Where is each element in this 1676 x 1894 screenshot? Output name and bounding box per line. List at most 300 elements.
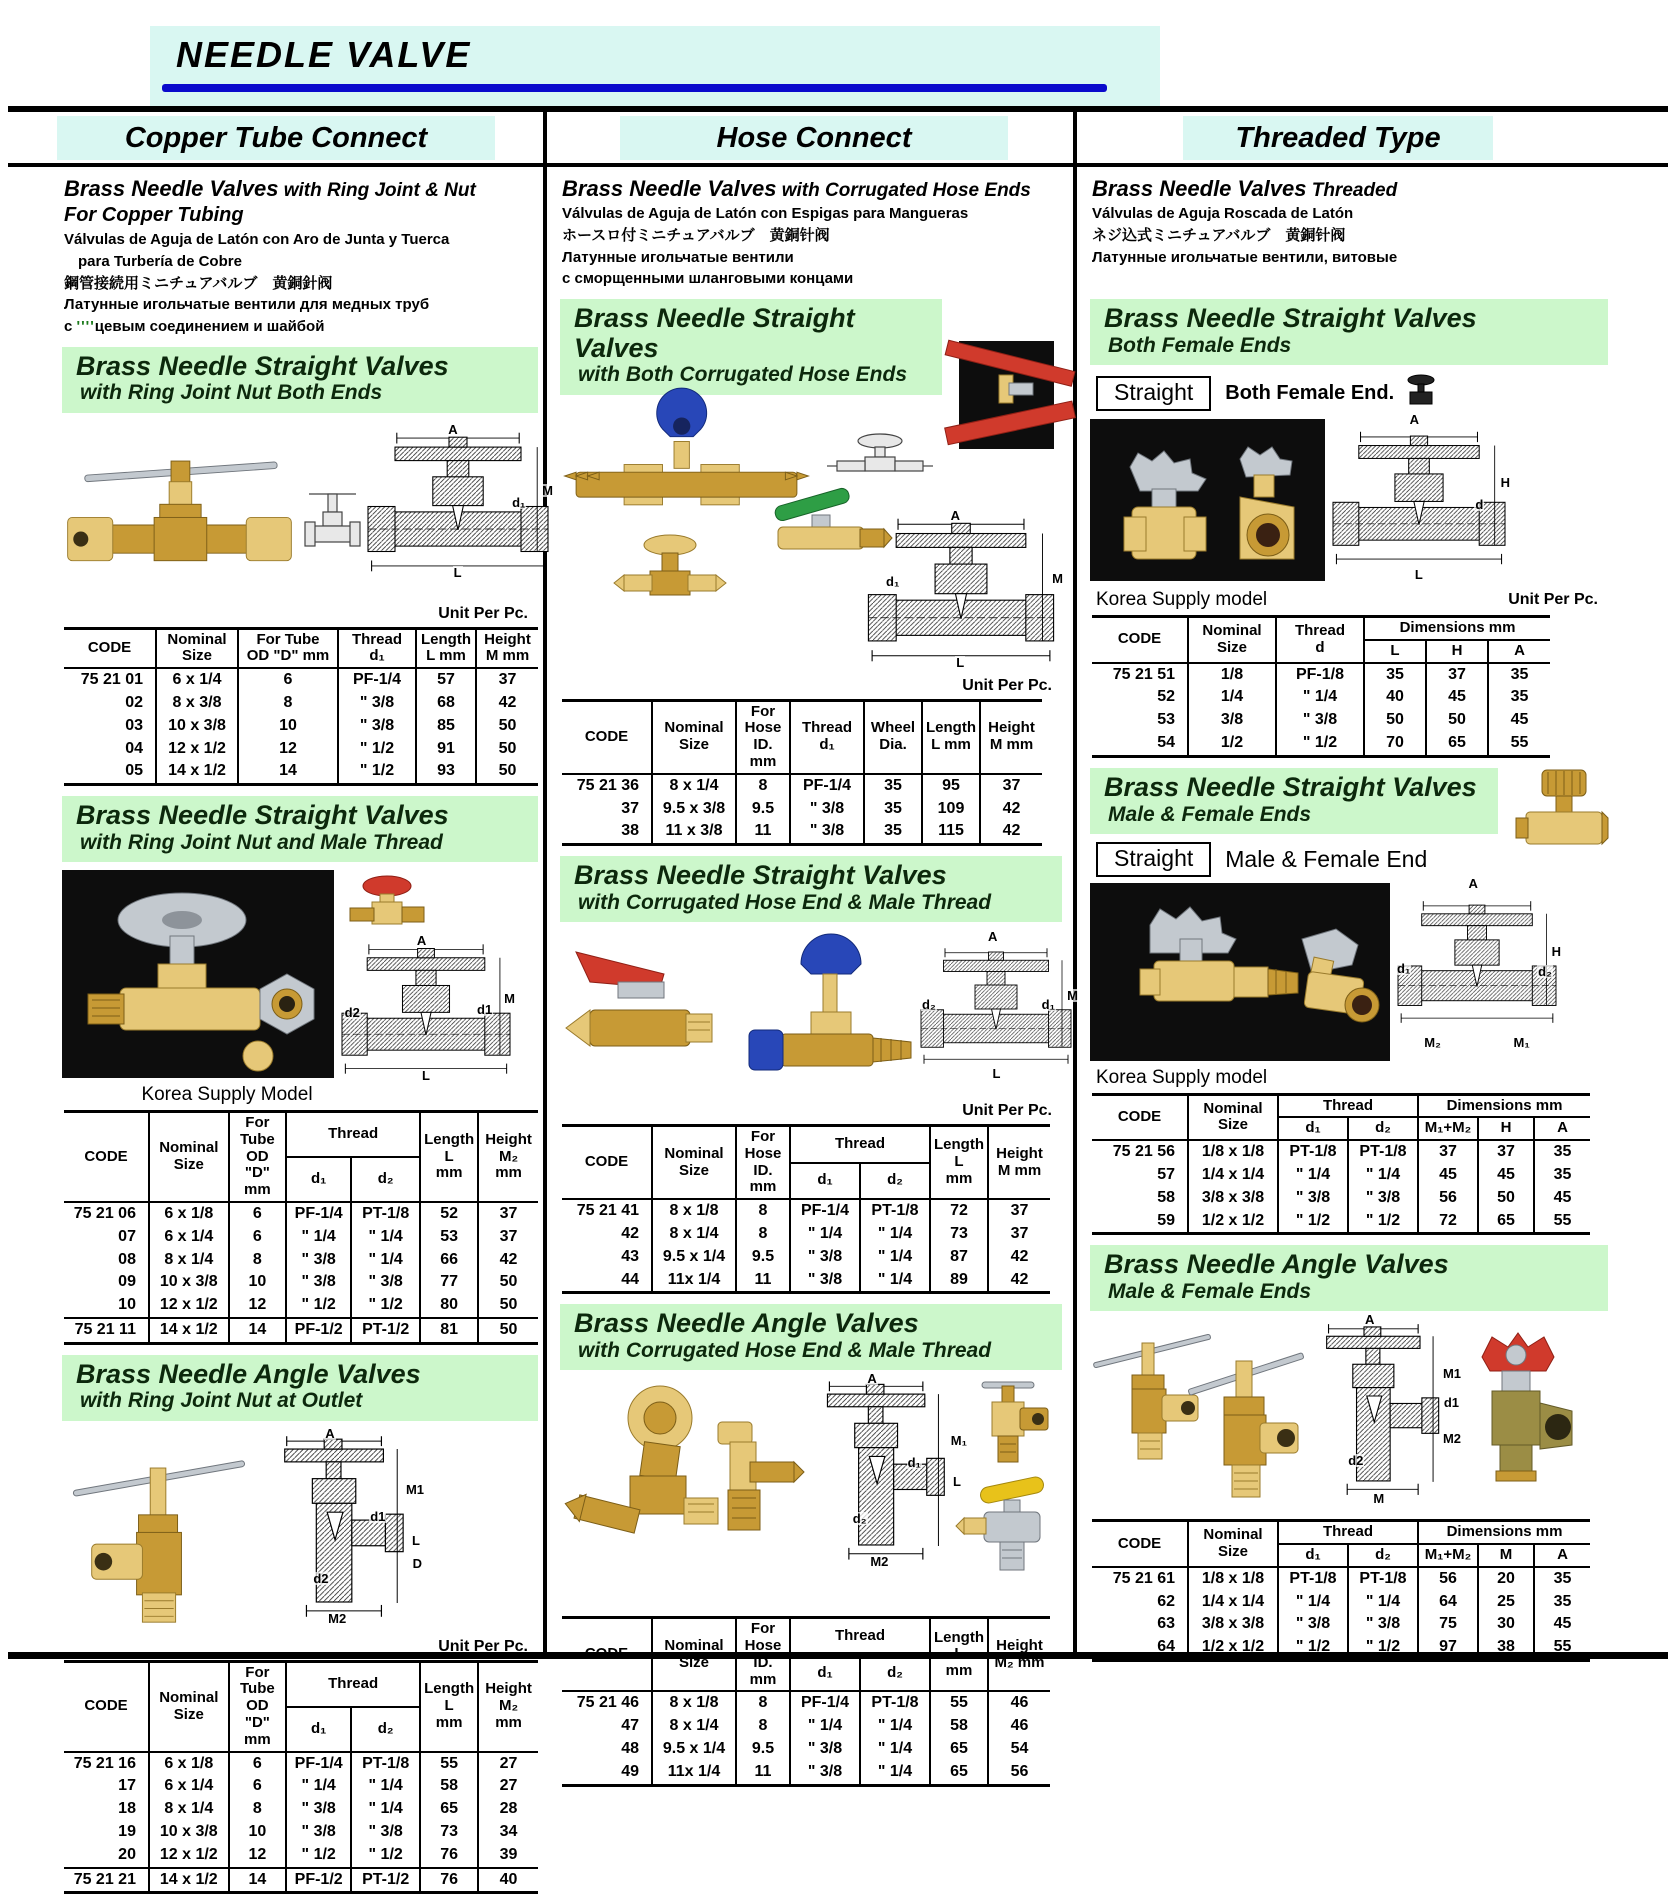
column-header: M₁+M₂ <box>1418 1117 1478 1140</box>
table-cell: 11x 1/4 <box>652 1269 736 1293</box>
table-row <box>64 1752 538 1776</box>
column-header: For Hose ID. mm <box>736 1618 790 1692</box>
table-cell: PT-1/8 <box>351 1752 420 1776</box>
table-cell: 8 x 1/4 <box>652 1223 736 1246</box>
table-cell: 1/8 x 1/8 <box>1188 1140 1278 1164</box>
table-cell: 28 <box>478 1798 538 1821</box>
table-cell: " 1/4 <box>351 1226 420 1249</box>
table-cell: PT-1/8 <box>1278 1140 1348 1164</box>
column-header: Length L mm <box>930 1125 988 1199</box>
table-cell: 75 21 56 <box>1092 1140 1188 1164</box>
table-cell: " 3/8 <box>286 1249 351 1272</box>
table-cell: 115 <box>922 820 980 844</box>
spec-table <box>1092 1093 1590 1236</box>
column-header: CODE <box>562 1125 652 1199</box>
desc-es2: para Turbería de Cobre <box>78 252 242 270</box>
valve-diagram: A H d L <box>1333 419 1505 577</box>
table-cell: 34 <box>478 1821 538 1844</box>
table-cell: 6 <box>229 1226 287 1249</box>
table-cell: PF-1/4 <box>286 1752 351 1776</box>
table-cell: 38 <box>1478 1636 1534 1660</box>
table-cell: 75 21 36 <box>562 774 652 798</box>
column-header: d₁ <box>790 1655 860 1691</box>
table-cell: 42 <box>980 820 1042 844</box>
table-cell: 10 x 3/8 <box>149 1271 229 1294</box>
table-row <box>64 1202 538 1226</box>
copper-description: Brass Needle Valves with Ring Joint & Nut For Copper Tubing Válvulas de Aguja de Latón con Aro de Junta y Tuerca para Turbería de Cobre 鋼管接続用ミニチュアバルブ 黄銅針阀 Латунные игольчатые вентили для медных труб с ''''цевым соединением и шайбой <box>64 176 538 337</box>
desc-subtitle: For Copper Tubing <box>64 204 244 226</box>
table-cell: " 1/4 <box>860 1761 930 1785</box>
table-cell: " 3/8 <box>1278 1613 1348 1636</box>
table-cell: 1/8 <box>1188 663 1276 687</box>
table-cell: 58 <box>930 1715 988 1738</box>
valve-thumbnail-icon <box>305 486 360 561</box>
table-cell: 50 <box>478 1271 538 1294</box>
table-cell: PF-1/4 <box>790 1691 860 1715</box>
table-cell: 35 <box>864 798 922 821</box>
red-wheel-angle-valve-photo <box>1456 1319 1576 1497</box>
column-header: d₂ <box>351 1707 420 1752</box>
section-title: Brass Needle Straight Valves Both Female Ends <box>1090 299 1608 365</box>
section-title: Brass Needle Angle Valves Male & Female Ends <box>1090 1245 1608 1311</box>
table-cell: " 1/4 <box>1278 1164 1348 1187</box>
table-cell: " 1/2 <box>1348 1210 1418 1234</box>
knob-valve-photo <box>1516 766 1608 870</box>
column-header: Thread <box>286 1111 420 1157</box>
table-cell: 9.5 <box>736 1738 790 1761</box>
lever-valve-photo <box>560 930 715 1080</box>
table-cell: 35 <box>1534 1591 1590 1614</box>
table-cell: " 3/8 <box>790 1246 860 1269</box>
table-cell: 58 <box>1092 1187 1188 1210</box>
column-header: CODE <box>64 628 156 668</box>
table-cell: " 3/8 <box>1278 1187 1348 1210</box>
table-cell: 64 <box>1418 1591 1478 1614</box>
table-cell: 11x 1/4 <box>652 1761 736 1785</box>
table-cell: 8 x 1/4 <box>149 1798 229 1821</box>
table-cell: 27 <box>478 1752 538 1776</box>
table-cell: 14 <box>229 1868 287 1893</box>
column-header: Thread <box>1278 1094 1418 1117</box>
column-header: Thread d₁ <box>790 700 864 774</box>
desc-jp: ホースロ付ミニチュアバルブ 黄銅针阀 <box>562 226 830 244</box>
table-cell: 58 <box>420 1775 478 1798</box>
column-header: Dimensions mm <box>1364 617 1550 640</box>
table-cell: 03 <box>64 715 156 738</box>
table-cell: 37 <box>1418 1140 1478 1164</box>
table-cell: 14 x 1/2 <box>149 1868 229 1893</box>
table-row <box>1092 663 1550 687</box>
column-header: Nominal Size <box>1188 617 1276 663</box>
column-header: Nominal Size <box>1188 1521 1278 1567</box>
table-cell: PF-1/4 <box>338 668 416 692</box>
table-cell: 43 <box>562 1246 652 1269</box>
section-angle-hose-end <box>560 1304 1062 1786</box>
table-cell: " 1/4 <box>790 1715 860 1738</box>
table-cell: 14 <box>229 1318 287 1343</box>
angle-valve-photo <box>962 1378 1054 1466</box>
table-cell: 35 <box>1534 1164 1590 1187</box>
table-cell: 37 <box>1478 1140 1534 1164</box>
photo-caption: Korea Supply Model <box>141 1083 313 1105</box>
column-header: CODE <box>1092 617 1188 663</box>
table-cell: 6 x 1/4 <box>149 1226 229 1249</box>
valve-diagram: A d₂ d₁ M L <box>922 928 1078 1081</box>
desc-es: Válvulas de Aguja de Latón con Espigas para Mangueras <box>562 205 969 222</box>
table-row <box>64 715 538 738</box>
desc-title: Brass Needle Valves <box>1092 176 1307 201</box>
table-cell: 77 <box>420 1271 478 1294</box>
table-cell: 9.5 x 1/4 <box>652 1738 736 1761</box>
table-cell: " 3/8 <box>790 820 864 844</box>
table-cell: PF-1/4 <box>790 1199 860 1223</box>
table-cell: " 3/8 <box>338 715 416 738</box>
table-cell: " 3/8 <box>286 1821 351 1844</box>
table-cell: 3/8 x 3/8 <box>1188 1613 1278 1636</box>
column-copper-tube <box>62 172 553 1894</box>
table-cell: 19 <box>64 1821 149 1844</box>
column-header-hose: Hose Connect <box>620 116 1008 160</box>
table-cell: " 3/8 <box>790 1738 860 1761</box>
table-cell: 45 <box>1478 1164 1534 1187</box>
table-cell: 3/8 <box>1188 709 1276 732</box>
table-cell: 8 <box>229 1249 287 1272</box>
table-cell: 37 <box>478 1226 538 1249</box>
page-title-band <box>150 26 1160 108</box>
column-header: d₁ <box>1278 1117 1348 1140</box>
table-cell: 65 <box>1478 1210 1534 1234</box>
valve-photo <box>62 1429 257 1629</box>
table-cell: 42 <box>988 1246 1050 1269</box>
table-cell: " 1/2 <box>1348 1636 1418 1660</box>
table-cell: PT-1/8 <box>1348 1140 1418 1164</box>
valve-diagram: A M d₁ L <box>368 429 548 575</box>
section-both-hose-ends <box>560 299 1062 846</box>
column-header: CODE <box>1092 1521 1188 1567</box>
table-row <box>64 1844 538 1868</box>
table-cell: 35 <box>1488 686 1550 709</box>
unit-label: Unit Per Pc. <box>962 1101 1052 1119</box>
column-header: Length L mm <box>930 1618 988 1692</box>
table-row <box>64 738 538 761</box>
desc-ru2: с сморщенными шланговыми концами <box>562 270 854 288</box>
column-header: Dimensions mm <box>1418 1521 1590 1544</box>
table-cell: 1/2 x 1/2 <box>1188 1636 1278 1660</box>
hose-description: Brass Needle Valves with Corrugated Hose Ends Válvulas de Aguja de Latón con Espigas para Mangueras ホースロ付ミニチュアバルブ 黄銅针阀 Латунные игольчатые вентили с сморщенными шланговыми концами <box>562 176 1062 289</box>
table-cell: 6 <box>229 1202 287 1226</box>
column-header: Thread <box>286 1661 420 1707</box>
table-cell: 55 <box>1534 1636 1590 1660</box>
table-cell: 50 <box>1426 709 1488 732</box>
column-header: For Tube OD "D" mm <box>229 1111 287 1201</box>
table-cell: 72 <box>930 1199 988 1223</box>
table-cell: " 3/8 <box>790 1761 860 1785</box>
table-cell: 14 x 1/2 <box>149 1318 229 1343</box>
column-header: M <box>1478 1544 1534 1567</box>
column-header: For Hose ID. mm <box>736 700 790 774</box>
table-cell: 70 <box>1364 732 1426 756</box>
table-cell: 55 <box>420 1752 478 1776</box>
table-cell: 42 <box>562 1223 652 1246</box>
table-cell: 14 x 1/2 <box>156 760 238 784</box>
table-cell: 55 <box>930 1691 988 1715</box>
table-row <box>562 1199 1050 1223</box>
table-cell: 56 <box>988 1761 1050 1785</box>
table-cell: 95 <box>922 774 980 798</box>
table-cell: 10 x 3/8 <box>156 715 238 738</box>
column-header: Thread <box>790 1125 930 1162</box>
table-row <box>562 1691 1050 1715</box>
table-row <box>1092 1591 1590 1614</box>
table-cell: 20 <box>1478 1567 1534 1591</box>
table-cell: 8 x 1/8 <box>652 1691 736 1715</box>
valve-photo <box>62 421 297 581</box>
table-cell: 91 <box>416 738 476 761</box>
column-header: Height M mm <box>988 1125 1050 1199</box>
table-cell: 42 <box>980 798 1042 821</box>
table-cell: 75 21 21 <box>64 1868 149 1893</box>
section-title: Brass Needle Angle Valves with Corrugated Hose End & Male Thread <box>560 1304 1062 1370</box>
table-row <box>64 1318 538 1343</box>
table-cell: 54 <box>988 1738 1050 1761</box>
column-header: For Tube OD "D" mm <box>238 628 338 668</box>
angle-valves-photo <box>1090 1319 1300 1505</box>
table-cell: 52 <box>1092 686 1188 709</box>
type-label-row: Straight Male & Female End <box>1096 842 1608 877</box>
column-header: Height M₂ mm <box>478 1111 538 1201</box>
table-cell: " 1/4 <box>1348 1591 1418 1614</box>
type-label-row: Straight Both Female End. <box>1096 373 1608 413</box>
table-cell: 9.5 x 3/8 <box>652 798 736 821</box>
table-cell: 35 <box>1364 663 1426 687</box>
desc-title: Brass Needle Valves <box>64 176 279 201</box>
table-cell: PF-1/2 <box>286 1318 351 1343</box>
table-cell: " 1/2 <box>286 1294 351 1318</box>
table-cell: " 1/2 <box>351 1294 420 1318</box>
table-cell: 42 <box>478 1249 538 1272</box>
column-header: Nominal Size <box>652 700 736 774</box>
table-cell: 62 <box>1092 1591 1188 1614</box>
table-cell: " 1/4 <box>286 1775 351 1798</box>
column-header: Wheel Dia. <box>864 700 922 774</box>
table-cell: PF-1/8 <box>1276 663 1364 687</box>
table-row <box>64 1821 538 1844</box>
column-header-copper: Copper Tube Connect <box>57 116 495 160</box>
table-cell: 56 <box>1418 1187 1478 1210</box>
table-cell: " 1/2 <box>1278 1636 1348 1660</box>
table-cell: 37 <box>478 1202 538 1226</box>
table-cell: PT-1/8 <box>1348 1567 1418 1591</box>
unit-label: Unit Per Pc. <box>1508 591 1598 609</box>
table-row <box>1092 732 1550 756</box>
table-cell: 49 <box>562 1761 652 1785</box>
table-row <box>1092 1613 1590 1636</box>
table-cell: 09 <box>64 1271 149 1294</box>
table-cell: 42 <box>476 692 538 715</box>
table-cell: " 3/8 <box>286 1271 351 1294</box>
title-underline <box>162 84 1107 92</box>
table-cell: " 3/8 <box>1348 1187 1418 1210</box>
section-title: Brass Needle Straight Valves with Ring Joint Nut and Male Thread <box>62 796 538 862</box>
table-cell: 50 <box>1478 1187 1534 1210</box>
table-cell: 3/8 x 3/8 <box>1188 1187 1278 1210</box>
column-header: d₁ <box>286 1157 351 1202</box>
table-cell: 75 21 01 <box>64 668 156 692</box>
section-male-female-straight <box>1090 768 1608 1236</box>
table-cell: 20 <box>64 1844 149 1868</box>
valve-photo <box>1090 883 1390 1061</box>
table-row <box>64 1798 538 1821</box>
lever-valve-photo <box>962 1476 1062 1576</box>
table-cell: 6 <box>238 668 338 692</box>
column-header: d₁ <box>1278 1544 1348 1567</box>
table-cell: " 3/8 <box>1276 709 1364 732</box>
column-header: CODE <box>64 1661 149 1751</box>
table-cell: 54 <box>1092 732 1188 756</box>
spec-table <box>562 699 1042 847</box>
table-cell: 45 <box>1534 1613 1590 1636</box>
table-cell: 11 <box>736 1761 790 1785</box>
table-row <box>1092 1636 1590 1660</box>
table-cell: 10 <box>64 1294 149 1318</box>
section-straight-male-thread <box>62 796 538 1345</box>
table-cell: 35 <box>864 820 922 844</box>
column-header: Thread <box>790 1618 930 1655</box>
column-header: Nominal Size <box>652 1125 736 1199</box>
table-row <box>562 1246 1050 1269</box>
threaded-description: Brass Needle Valves Threaded Válvulas de Aguja Roscada de Latón ネジ込式ミニチュアバルブ 黄銅针阀 Латунные игольчатые вентили, витовые <box>1092 176 1608 267</box>
desc-title: Brass Needle Valves <box>562 176 777 201</box>
table-cell: 8 <box>736 774 790 798</box>
table-cell: 50 <box>1364 709 1426 732</box>
unit-label: Unit Per Pc. <box>962 676 1052 694</box>
section-male-female-angle <box>1090 1245 1608 1662</box>
valve-photo <box>62 870 334 1078</box>
table-cell: 75 21 46 <box>562 1691 652 1715</box>
table-cell: " 1/4 <box>860 1715 930 1738</box>
table-cell: 8 <box>229 1798 287 1821</box>
table-cell: 97 <box>1418 1636 1478 1660</box>
table-row <box>1092 1210 1590 1234</box>
table-row <box>1092 1187 1590 1210</box>
table-cell: 10 <box>229 1821 287 1844</box>
table-cell: 42 <box>988 1269 1050 1293</box>
table-cell: PT-1/2 <box>351 1868 420 1893</box>
table-cell: 38 <box>562 820 652 844</box>
section-title: Brass Needle Straight Valves with Ring Joint Nut Both Ends <box>62 347 538 413</box>
hose-application-photo <box>959 341 1054 449</box>
table-cell: 50 <box>476 738 538 761</box>
table-cell: " 1/4 <box>860 1269 930 1293</box>
table-cell: " 3/8 <box>351 1271 420 1294</box>
column-header: d₂ <box>1348 1117 1418 1140</box>
table-cell: 25 <box>1478 1591 1534 1614</box>
table-cell: 76 <box>420 1868 478 1893</box>
table-cell: 53 <box>1092 709 1188 732</box>
column-header: For Tube OD "D" mm <box>229 1661 287 1751</box>
divider <box>8 163 1668 167</box>
unit-label: Unit Per Pc. <box>438 1637 528 1655</box>
valve-diagram: A M d1 d2 L <box>342 940 510 1078</box>
table-cell: 8 x 1/4 <box>652 774 736 798</box>
table-cell: " 3/8 <box>790 1269 860 1293</box>
type-box: Straight <box>1096 376 1211 411</box>
valve-thumbnail-photo <box>342 870 428 936</box>
table-row <box>1092 1567 1590 1591</box>
table-row <box>1092 1164 1590 1187</box>
table-cell: PF-1/4 <box>286 1202 351 1226</box>
divider <box>8 106 1668 112</box>
column-header: d₂ <box>860 1655 930 1691</box>
section-straight-both-ends <box>62 347 553 786</box>
table-cell: 8 x 3/8 <box>156 692 238 715</box>
column-header: CODE <box>562 700 652 774</box>
table-cell: 75 21 16 <box>64 1752 149 1776</box>
column-header: Nominal Size <box>1188 1094 1278 1140</box>
table-cell: " 3/8 <box>1348 1613 1418 1636</box>
table-cell: 57 <box>416 668 476 692</box>
table-cell: 59 <box>1092 1210 1188 1234</box>
table-cell: 39 <box>478 1844 538 1868</box>
table-cell: 1/2 <box>1188 732 1276 756</box>
table-cell: 8 <box>736 1199 790 1223</box>
column-header: Height M mm <box>980 700 1042 774</box>
table-cell: " 1/2 <box>286 1844 351 1868</box>
table-cell: 9.5 <box>736 798 790 821</box>
table-cell: 8 <box>238 692 338 715</box>
table-cell: 12 <box>238 738 338 761</box>
table-cell: 73 <box>930 1223 988 1246</box>
column-header: d₂ <box>860 1163 930 1199</box>
table-cell: 1/4 <box>1188 686 1276 709</box>
spec-table <box>562 1616 1050 1786</box>
table-cell: 37 <box>988 1223 1050 1246</box>
column-header: d₂ <box>1348 1544 1418 1567</box>
table-cell: 75 21 41 <box>562 1199 652 1223</box>
column-header: d₁ <box>286 1707 351 1752</box>
table-cell: 80 <box>420 1294 478 1318</box>
table-cell: 07 <box>64 1226 149 1249</box>
tee-valves-photo <box>560 1378 800 1596</box>
table-cell: 50 <box>476 760 538 784</box>
table-cell: " 1/2 <box>338 738 416 761</box>
table-cell: PT-1/8 <box>351 1202 420 1226</box>
table-cell: 12 <box>229 1844 287 1868</box>
table-row <box>64 760 538 784</box>
column-header: Nominal Size <box>156 628 238 668</box>
image-cluster <box>560 403 1062 673</box>
table-cell: " 1/4 <box>790 1223 860 1246</box>
column-header: CODE <box>64 1111 149 1201</box>
table-row <box>64 668 538 692</box>
table-cell: 12 x 1/2 <box>156 738 238 761</box>
table-cell: 8 <box>736 1715 790 1738</box>
table-cell: 1/8 x 1/8 <box>1188 1567 1278 1591</box>
table-row <box>562 1715 1050 1738</box>
page-title: NEEDLE VALVE <box>176 34 472 75</box>
table-cell: 46 <box>988 1691 1050 1715</box>
table-cell: 12 x 1/2 <box>149 1844 229 1868</box>
table-cell: " 3/8 <box>286 1798 351 1821</box>
table-cell: 6 x 1/8 <box>149 1202 229 1226</box>
table-cell: 37 <box>988 1199 1050 1223</box>
table-row <box>562 1223 1050 1246</box>
table-cell: 50 <box>478 1318 538 1343</box>
table-cell: 65 <box>420 1798 478 1821</box>
table-cell: 8 x 1/8 <box>652 1199 736 1223</box>
table-cell: 35 <box>1488 663 1550 687</box>
type-box: Straight <box>1096 842 1211 877</box>
